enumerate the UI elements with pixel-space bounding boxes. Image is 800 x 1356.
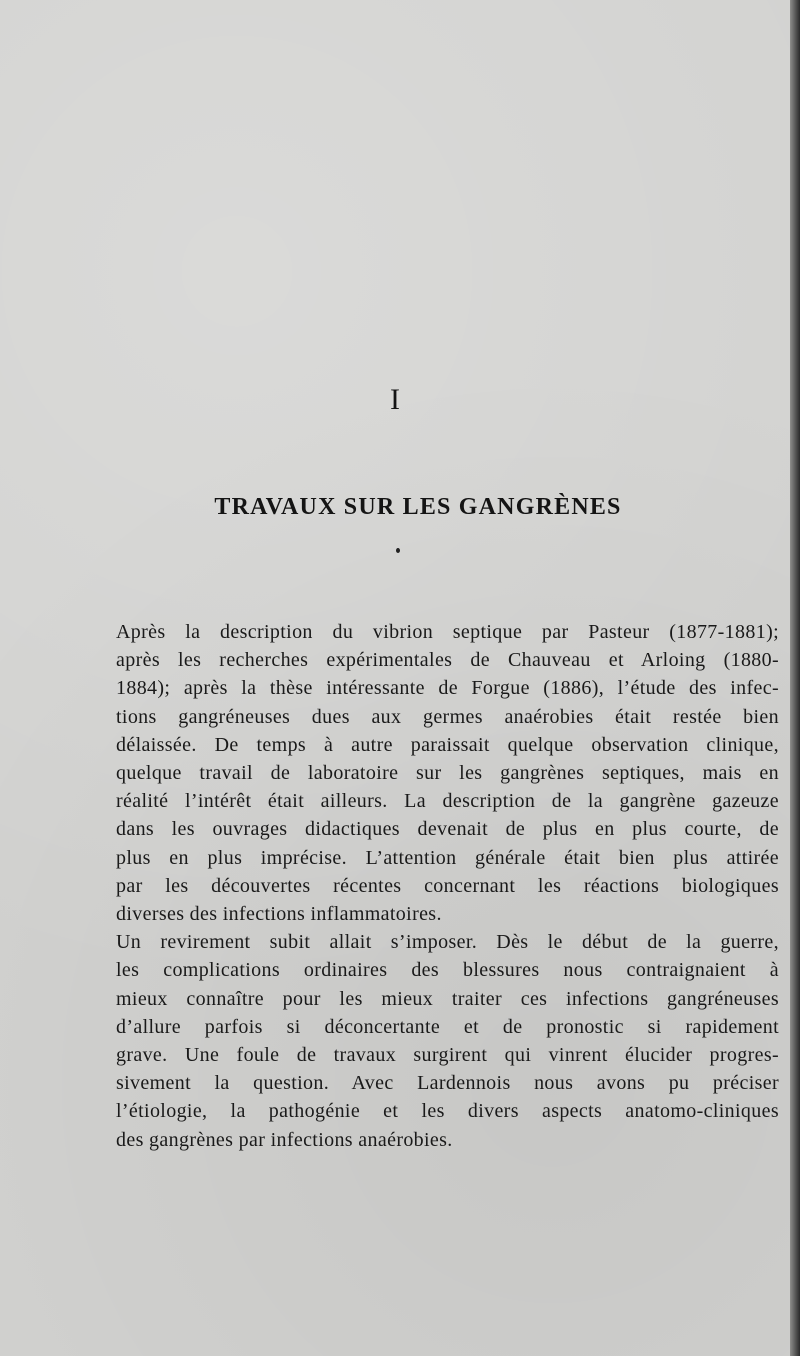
- text-line: les complications ordinaires des blessures nous contraignaient à: [116, 959, 779, 982]
- text-line: Après la description du vibrion septique par Pasteur (1877-1881);: [116, 621, 779, 643]
- paragraph: [116, 618, 779, 928]
- paragraph: [116, 928, 779, 1154]
- text-line: après les recherches expérimentales de Chauveau et Arloing (1880-: [116, 649, 779, 672]
- text-line: délaissée. De temps à autre paraissait quelque observation clinique,: [116, 733, 779, 756]
- text-line: réalité l’intérêt était ailleurs. La description de la gangrène gazeuze: [116, 790, 779, 813]
- text-line: sivement la question. Avec Lardennois nous avons pu préciser: [116, 1072, 779, 1095]
- ink-speck: [396, 548, 400, 553]
- text-line: diverses des infections inflammatoires.: [116, 903, 442, 926]
- text-line: quelque travail de laboratoire sur les gangrènes septiques, mais en: [116, 762, 779, 785]
- text-line: d’allure parfois si déconcertante et de pronostic si rapidement: [116, 1015, 779, 1038]
- text-line: par les découvertes récentes concernant les réactions biologiques: [116, 874, 779, 897]
- text-line: des gangrènes par infections anaérobies.: [116, 1128, 453, 1151]
- text-line: l’étiologie, la pathogénie et les divers aspects anatomo-cliniques: [116, 1100, 779, 1123]
- text-line: 1884); après la thèse intéressante de Forgue (1886), l’étude des infec-: [116, 677, 779, 700]
- text-line: Un revirement subit allait s’imposer. Dès le début de la guerre,: [116, 931, 779, 954]
- text-line: tions gangréneuses dues aux germes anaérobies était restée bien: [116, 705, 779, 728]
- text-line: mieux connaître pour les mieux traiter ces infections gangréneuses: [116, 987, 779, 1010]
- text-line: dans les ouvrages didactiques devenait de plus en plus courte, de: [116, 818, 779, 841]
- body-text: [116, 618, 779, 1154]
- chapter-title: TRAVAUX SUR LES GANGRÈNES: [214, 494, 622, 520]
- chapter-number: I: [390, 383, 400, 416]
- text-line: plus en plus imprécise. L’attention générale était bien plus attirée: [116, 846, 779, 869]
- text-line: grave. Une foule de travaux surgirent qui vinrent élucider progres-: [116, 1044, 779, 1067]
- page-edge: [790, 0, 800, 1356]
